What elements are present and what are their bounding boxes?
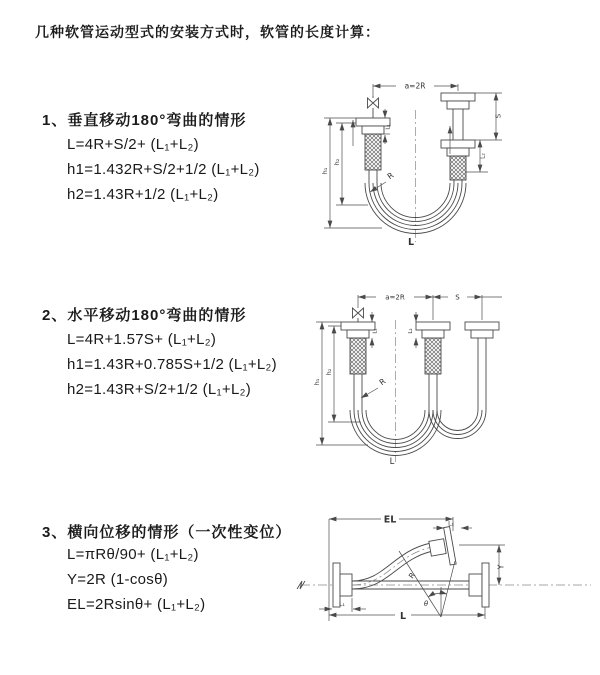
section-2-formula-h1: h1=1.43R+0.785S+1/2 (L₁+L₂) [67,356,277,373]
diagram-lateral-displacement [293,503,598,645]
right-hose-walls [478,338,486,410]
dimension-stroke-s [475,93,503,140]
left-braid-hose [350,338,366,374]
label-h2: h₂ [333,158,341,166]
left-hose-walls [369,170,377,183]
u-bend-deep [350,410,441,456]
dimension-stroke-s [433,294,502,302]
label-a2r: a=2R [385,293,405,302]
displaced-flange [427,527,456,568]
label-l2: L₂ [479,153,487,159]
label-length-l: L [407,237,415,248]
label-el: EL [383,514,397,526]
section-3-formula-L: L=πRθ/90+ (L₁+L₂) [67,546,199,563]
label-l1: L₁ [372,328,379,334]
label-h1: h₁ [321,167,329,175]
displaced-hose [352,527,456,589]
page-title: 几种软管运动型式的安装方式时，软管的长度计算： [35,24,380,40]
section-1-formula-L: L=4R+S/2+ (L₁+L₂) [67,136,199,153]
right-braid-hose [450,156,466,180]
section-2-heading: 2、水平移动180°弯曲的情形 [42,307,247,324]
label-a2r: a=2R [404,81,426,91]
label-l2: L₂ [448,520,454,528]
right-flange-lower [441,140,475,156]
dimension-fitting-l2 [408,312,416,348]
section-3-heading: 3、横向位移的情形（一次性变位） [42,524,292,541]
label-l1: L₁ [339,601,345,608]
label-s: S [494,113,503,119]
dimension-l [329,607,485,622]
section-3-formula-EL: EL=2Rsinθ+ (L₁+L₂) [67,596,206,613]
radius-callout [361,376,388,398]
dimension-fitting-l1 [372,312,379,348]
label-r: R [377,376,388,388]
u-bend-shallow [429,410,486,439]
dimension-width-a2r [358,294,482,321]
dimension-fitting-l2 [433,521,472,529]
label-r: R [406,570,418,581]
section-1-formula-h1: h1=1.432R+S/2+1/2 (L₁+L₂) [67,161,260,178]
dimension-el [329,515,453,622]
mid-flange [416,322,450,338]
label-l2: L₂ [408,328,414,334]
section-1-heading: 1、垂直移动180°弯曲的情形 [42,112,247,129]
section-3-formula-Y: Y=2R (1-cosθ) [67,571,169,588]
section-1-formula-h2: h2=1.43R+1/2 (L₁+L₂) [67,186,219,203]
valve-icon [353,308,364,322]
label-h2: h₂ [325,368,333,376]
valve-icon [368,96,379,118]
mid-braid-hose [425,338,441,374]
label-l1: L₁ [385,124,392,130]
left-flange [341,322,375,338]
right-stem [453,109,463,140]
radius-callout [370,170,396,192]
label-length-l: L [389,457,395,467]
dimension-fitting-l1 [319,598,366,612]
section-2-formula-h2: h2=1.43R+S/2+1/2 (L₁+L₂) [67,381,252,398]
right-flange [465,322,499,338]
label-theta: θ [423,600,429,608]
label-s: S [455,293,460,302]
section-2-formula-L: L=4R+1.57S+ (L₁+L₂) [67,331,217,348]
left-braid-hose [365,134,381,170]
label-y: Y [496,564,506,570]
left-hose-walls [354,374,362,410]
right-flange-upper [441,93,475,109]
label-r: R [385,170,396,182]
diagram-vertical-180-bend [310,68,598,266]
mid-hose-walls [429,374,437,410]
radius-construction [399,551,455,617]
label-h1: h₁ [313,378,321,386]
label-length-l: L [399,611,407,622]
diagram-horizontal-180-bend [306,280,596,468]
dimension-h2 [333,123,368,205]
